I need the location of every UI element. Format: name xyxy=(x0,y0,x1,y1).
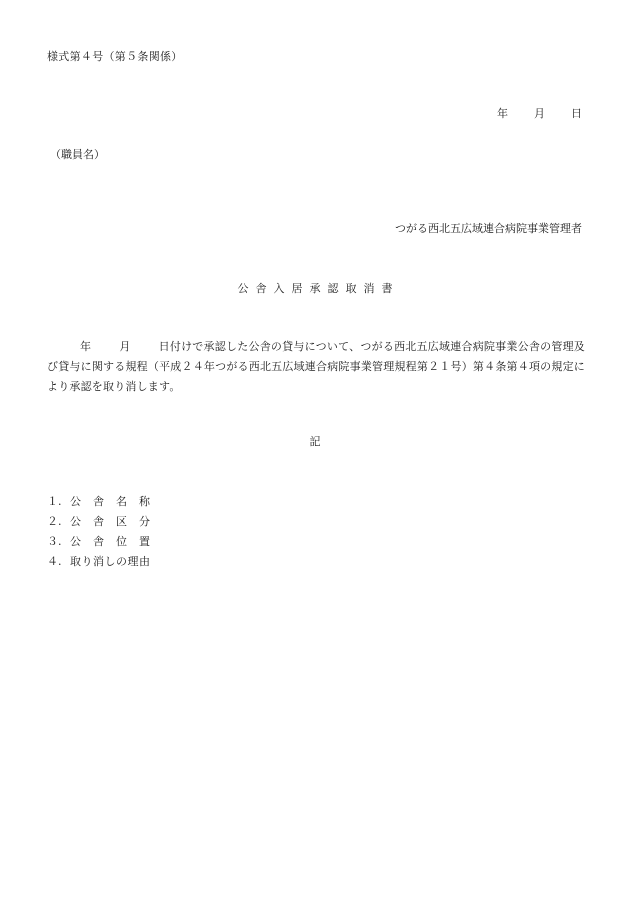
body-text: 日付けで承認した公舎の貸与について、つがる西北五広域連合病院事業公舎の管理及び貸与に関する規程（平成２４年つがる西北五広域連合病院事業管理規程第２１号）第４条第４項の規定により承認を取り消します。 xyxy=(47,340,586,393)
ki-heading: 記 xyxy=(309,435,321,448)
item-list xyxy=(47,492,151,572)
item-label: 公 舎 位 置 xyxy=(70,535,151,548)
item-label: 公 舎 名 称 xyxy=(70,495,151,508)
list-item xyxy=(47,512,151,532)
date-month: 月 xyxy=(534,107,545,120)
date-line xyxy=(497,108,582,119)
item-number: １. xyxy=(47,495,62,508)
recipient-name: （職員名） xyxy=(50,148,105,161)
date-year: 年 xyxy=(497,107,508,120)
body-paragraph xyxy=(47,337,585,397)
item-number: ３. xyxy=(47,535,62,548)
body-year: 年 xyxy=(80,340,92,353)
list-item xyxy=(47,532,151,552)
item-label: 公 舎 区 分 xyxy=(70,515,151,528)
item-label: 取り消しの理由 xyxy=(70,555,151,568)
item-number: ４. xyxy=(47,555,62,568)
document-title: 公舎入居承認取消書 xyxy=(237,282,400,295)
date-day: 日 xyxy=(571,107,582,120)
list-item xyxy=(47,492,151,512)
issuer-title: つがる西北五広域連合病院事業管理者 xyxy=(395,222,582,235)
list-item xyxy=(47,552,151,572)
form-number: 様式第４号（第５条関係） xyxy=(47,50,183,63)
body-month: 月 xyxy=(119,340,131,353)
item-number: ２. xyxy=(47,515,62,528)
